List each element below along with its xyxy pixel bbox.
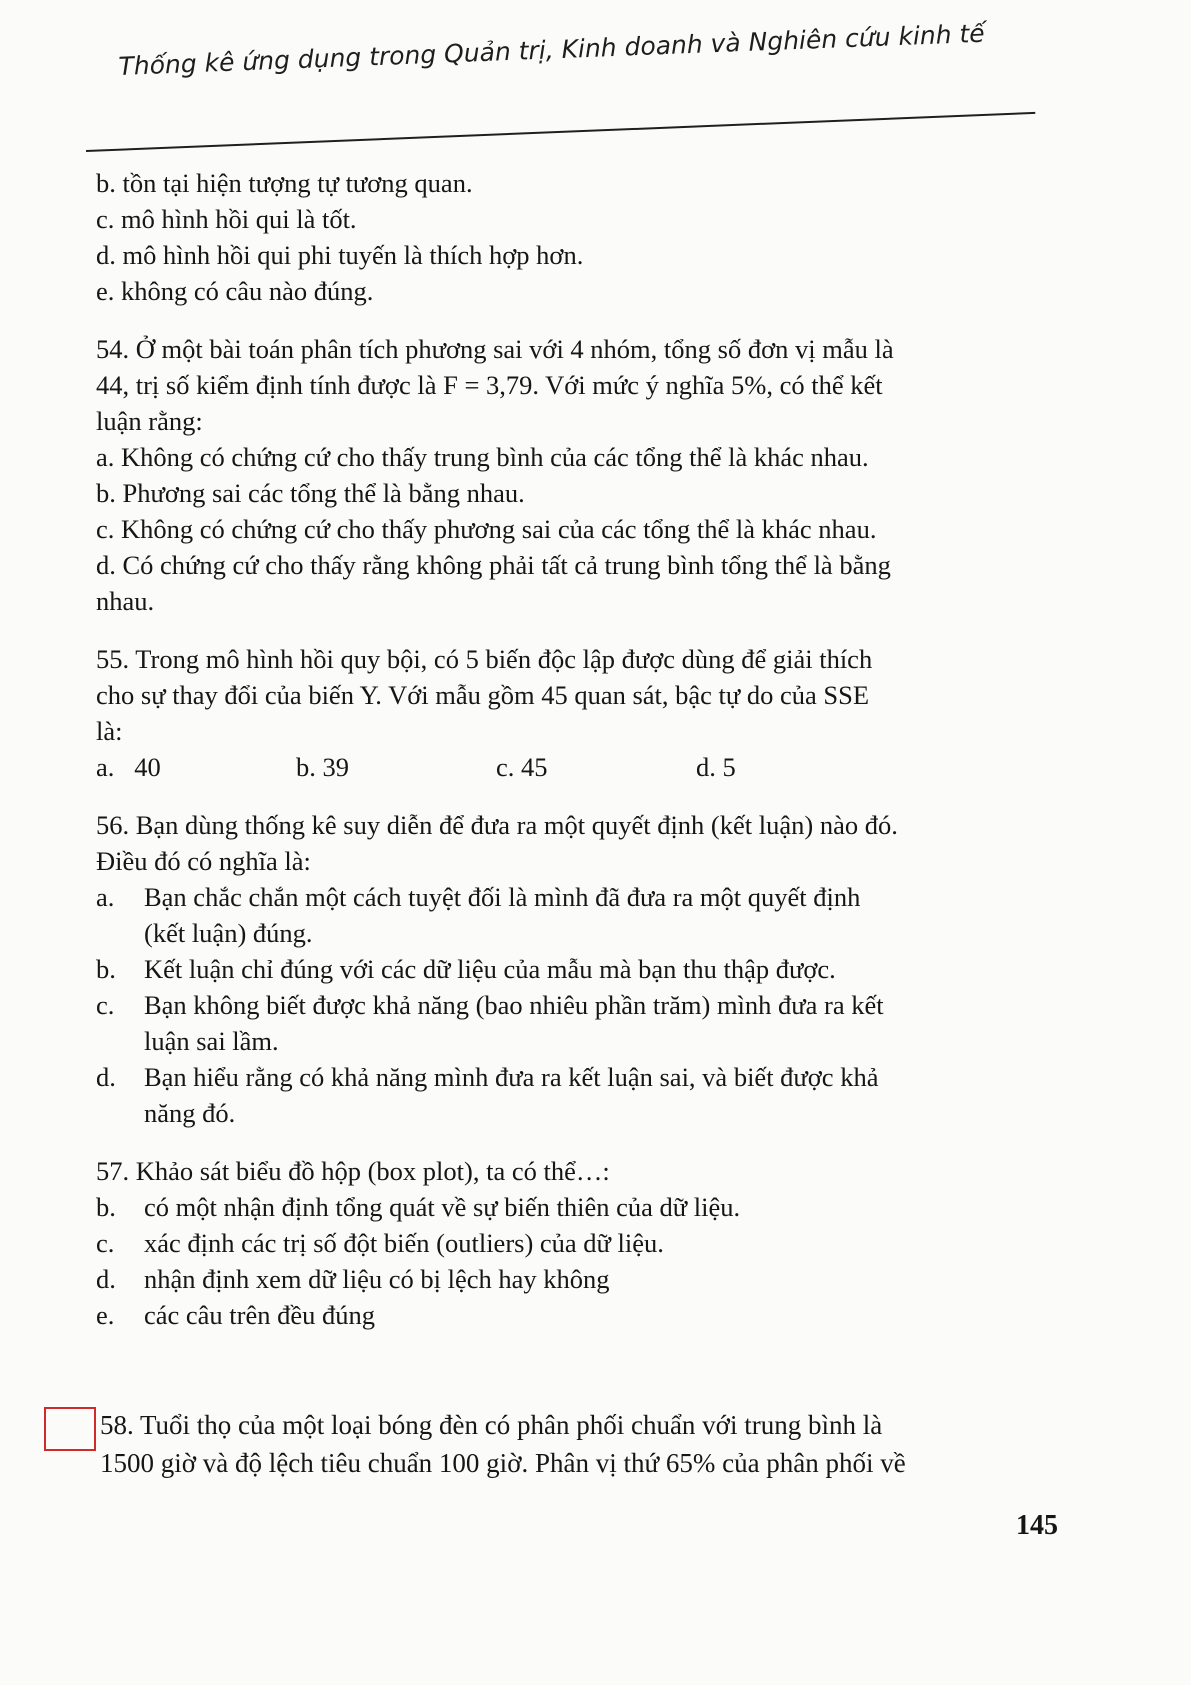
- question-54-option-a: a. Không có chứng cứ cho thấy trung bình của các tổng thể là khác nhau.: [96, 442, 869, 472]
- question-55-line-3: là:: [96, 716, 123, 746]
- option-e: e. không có câu nào đúng.: [96, 276, 374, 306]
- option-text: xác định các trị số đột biến (outliers) của dữ liệu.: [144, 1228, 664, 1258]
- question-56-line-2: Điều đó có nghĩa là:: [96, 846, 311, 876]
- question-58: [100, 1406, 1060, 1482]
- option-letter: c.: [96, 990, 115, 1020]
- running-header: Thống kê ứng dụng trong Quản trị, Kinh doanh và Nghiên cứu kinh tế: [118, 18, 986, 81]
- question-54-line-3: luận rằng:: [96, 406, 203, 436]
- option-text: Bạn không biết được khả năng (bao nhiêu phần trăm) mình đưa ra kết: [144, 990, 884, 1020]
- question-56-option-d: [96, 1059, 1056, 1095]
- question-55-option-d: d. 5: [696, 752, 736, 782]
- option-letter: d.: [96, 1264, 116, 1294]
- question-54-option-d: d. Có chứng cứ cho thấy rằng không phải tất cả trung bình tổng thể là bằng: [96, 550, 891, 580]
- option-text: nhận định xem dữ liệu có bị lệch hay không: [144, 1264, 610, 1294]
- question-54: [96, 331, 1056, 619]
- question-54-option-d-cont: nhau.: [96, 586, 155, 616]
- question-55-option-b: b. 39: [296, 752, 349, 782]
- previous-question-options: [96, 165, 1056, 309]
- question-57: [96, 1153, 1056, 1333]
- question-55: [96, 641, 1056, 785]
- option-b: b. tồn tại hiện tượng tự tương quan.: [96, 168, 473, 198]
- question-56-option-a: [96, 879, 1056, 915]
- question-57-option-d: [96, 1261, 1056, 1297]
- question-58-line-1: 58. Tuổi thọ của một loại bóng đèn có phân phối chuẩn với trung bình là: [100, 1410, 883, 1440]
- question-55-line-1: 55. Trong mô hình hồi quy bội, có 5 biến độc lập được dùng để giải thích: [96, 644, 873, 674]
- question-56-line-1: 56. Bạn dùng thống kê suy diễn để đưa ra một quyết định (kết luận) nào đó.: [96, 810, 898, 840]
- marker-box: [44, 1407, 96, 1451]
- option-letter: b.: [96, 954, 116, 984]
- option-d: d. mô hình hồi qui phi tuyến là thích hợp hơn.: [96, 240, 584, 270]
- option-letter: a.: [96, 882, 115, 912]
- question-54-line-1: 54. Ở một bài toán phân tích phương sai với 4 nhóm, tổng số đơn vị mẫu là: [96, 334, 894, 364]
- question-56-option-c: [96, 987, 1056, 1023]
- question-55-line-2: cho sự thay đổi của biến Y. Với mẫu gồm 45 quan sát, bậc tự do của SSE: [96, 680, 870, 710]
- question-56: [96, 807, 1056, 1131]
- question-54-option-b: b. Phương sai các tổng thể là bằng nhau.: [96, 478, 525, 508]
- question-55-option-a: a. 40: [96, 752, 161, 782]
- page-body: [96, 165, 1056, 1333]
- option-text: Bạn chắc chắn một cách tuyệt đối là mình đã đưa ra một quyết định: [144, 882, 861, 912]
- option-letter: b.: [96, 1192, 116, 1222]
- option-letter: c.: [96, 1228, 115, 1258]
- header-rule: [86, 112, 1035, 152]
- option-text: Kết luận chỉ đúng với các dữ liệu của mẫu mà bạn thu thập được.: [144, 954, 836, 984]
- page-number: 145: [1016, 1510, 1058, 1541]
- option-text: có một nhận định tổng quát về sự biến thiên của dữ liệu.: [144, 1192, 741, 1222]
- question-55-options: [96, 749, 1056, 785]
- question-54-line-2: 44, trị số kiểm định tính được là F = 3,79. Với mức ý nghĩa 5%, có thể kết: [96, 370, 883, 400]
- option-text-cont: (kết luận) đúng.: [144, 918, 313, 948]
- option-letter: e.: [96, 1300, 115, 1330]
- question-57-option-b: [96, 1189, 1056, 1225]
- question-58-line-2: 1500 giờ và độ lệch tiêu chuẩn 100 giờ. Phân vị thứ 65% của phân phối về: [100, 1448, 906, 1478]
- option-text-cont: năng đó.: [144, 1098, 236, 1128]
- question-57-stem: 57. Khảo sát biểu đồ hộp (box plot), ta có thể…:: [96, 1156, 610, 1186]
- option-text: các câu trên đều đúng: [144, 1300, 376, 1330]
- question-54-option-c: c. Không có chứng cứ cho thấy phương sai của các tổng thể là khác nhau.: [96, 514, 877, 544]
- option-text: Bạn hiểu rằng có khả năng mình đưa ra kết luận sai, và biết được khả: [144, 1062, 879, 1092]
- question-56-option-b: [96, 951, 1056, 987]
- question-57-option-e: [96, 1297, 1056, 1333]
- option-text-cont: luận sai lầm.: [144, 1026, 279, 1056]
- option-letter: d.: [96, 1062, 116, 1092]
- option-c: c. mô hình hồi qui là tốt.: [96, 204, 357, 234]
- question-57-option-c: [96, 1225, 1056, 1261]
- question-55-option-c: c. 45: [496, 752, 548, 782]
